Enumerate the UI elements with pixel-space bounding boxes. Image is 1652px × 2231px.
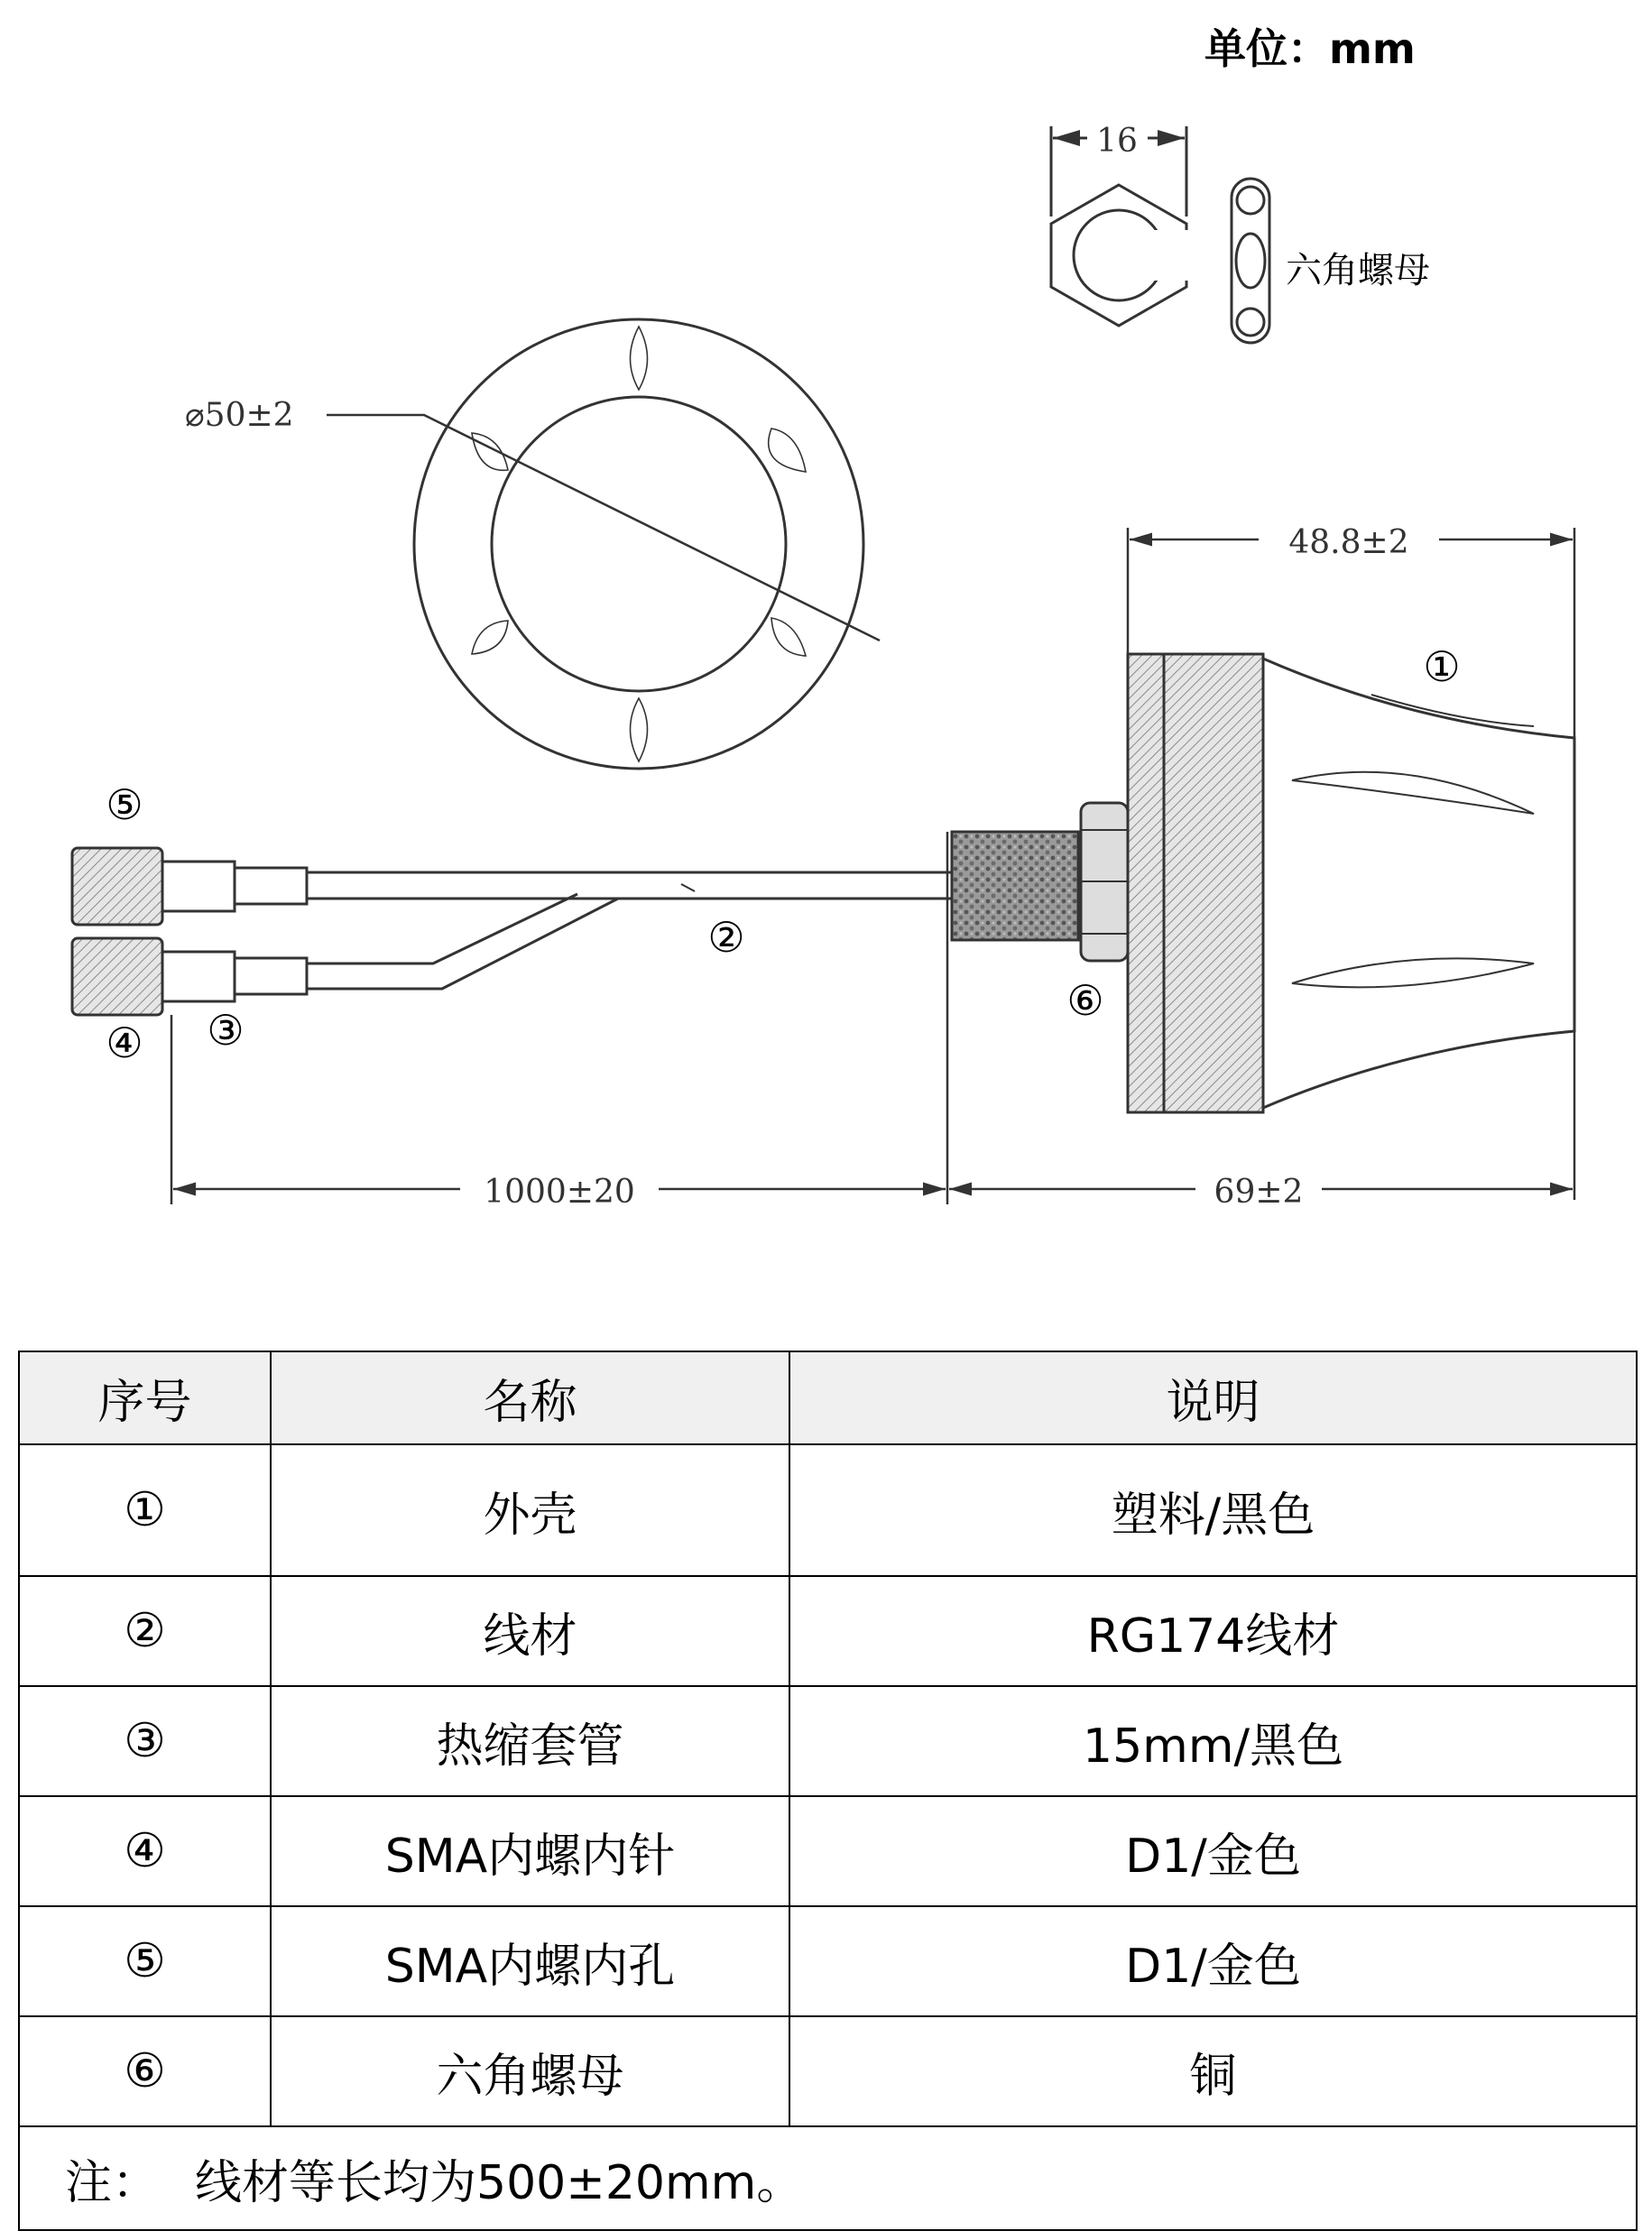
diameter-dimension: ⌀50±2: [185, 397, 294, 434]
callout-3: ③: [207, 1006, 245, 1055]
row-no: ⑤: [19, 1906, 271, 2016]
cables: [307, 872, 952, 989]
table-row: [19, 1906, 1637, 2016]
row-no: ②: [19, 1576, 271, 1686]
table-row: [19, 2016, 1637, 2126]
row-desc: 15mm/黑色: [789, 1686, 1637, 1796]
row-no: ⑥: [19, 2016, 271, 2126]
total-length-dimension: 69±2: [1214, 1174, 1304, 1211]
row-no: ④: [19, 1796, 271, 1906]
sma-connector-top: [72, 848, 307, 925]
header-name: 名称: [271, 1351, 789, 1444]
header-no: 序号: [19, 1351, 271, 1444]
header-desc: 说明: [789, 1351, 1637, 1444]
table-row: [19, 1444, 1637, 1576]
row-name: SMA内螺内孔: [271, 1906, 789, 2016]
callout-5: ⑤: [106, 780, 143, 829]
unit-label: 单位：mm: [1204, 24, 1416, 73]
table-row: [19, 1796, 1637, 1906]
cable-length-dimension: 1000±20: [484, 1174, 635, 1211]
row-desc: D1/金色: [789, 1906, 1637, 2016]
callout-1: ①: [1423, 642, 1461, 691]
row-desc: 铜: [789, 2016, 1637, 2126]
row-desc: D1/金色: [789, 1796, 1637, 1906]
nut-width-dimension: 16: [1096, 123, 1138, 160]
row-name: 六角螺母: [271, 2016, 789, 2126]
antenna-housing: [1128, 654, 1574, 1112]
table-row: [19, 1576, 1637, 1686]
callout-6: ⑥: [1066, 976, 1104, 1025]
sma-connector-bottom: [72, 938, 307, 1015]
note-label: 注：: [65, 2156, 160, 2210]
note-text: 线材等长均为500±20mm。: [195, 2156, 804, 2210]
hex-nut-side: [1232, 179, 1269, 343]
row-no: ①: [19, 1444, 271, 1576]
row-name: 线材: [271, 1576, 789, 1686]
row-desc: 塑料/黑色: [789, 1444, 1637, 1576]
row-desc: RG174线材: [789, 1576, 1637, 1686]
row-no: ③: [19, 1686, 271, 1796]
row-name: 外壳: [271, 1444, 789, 1576]
threaded-post: [952, 803, 1128, 961]
housing-width-dimension: 48.8±2: [1288, 524, 1409, 561]
callout-2: ②: [707, 913, 745, 962]
row-name: 热缩套管: [271, 1686, 789, 1796]
table-row: [19, 1686, 1637, 1796]
table-header-row: [19, 1351, 1637, 1444]
note-row: [19, 2126, 1637, 2230]
spec-table: [18, 1351, 1638, 2231]
row-name: SMA内螺内针: [271, 1796, 789, 1906]
hex-nut-label: 六角螺母: [1286, 250, 1430, 291]
callout-4: ④: [106, 1019, 143, 1067]
antenna-top-view: [327, 319, 880, 769]
